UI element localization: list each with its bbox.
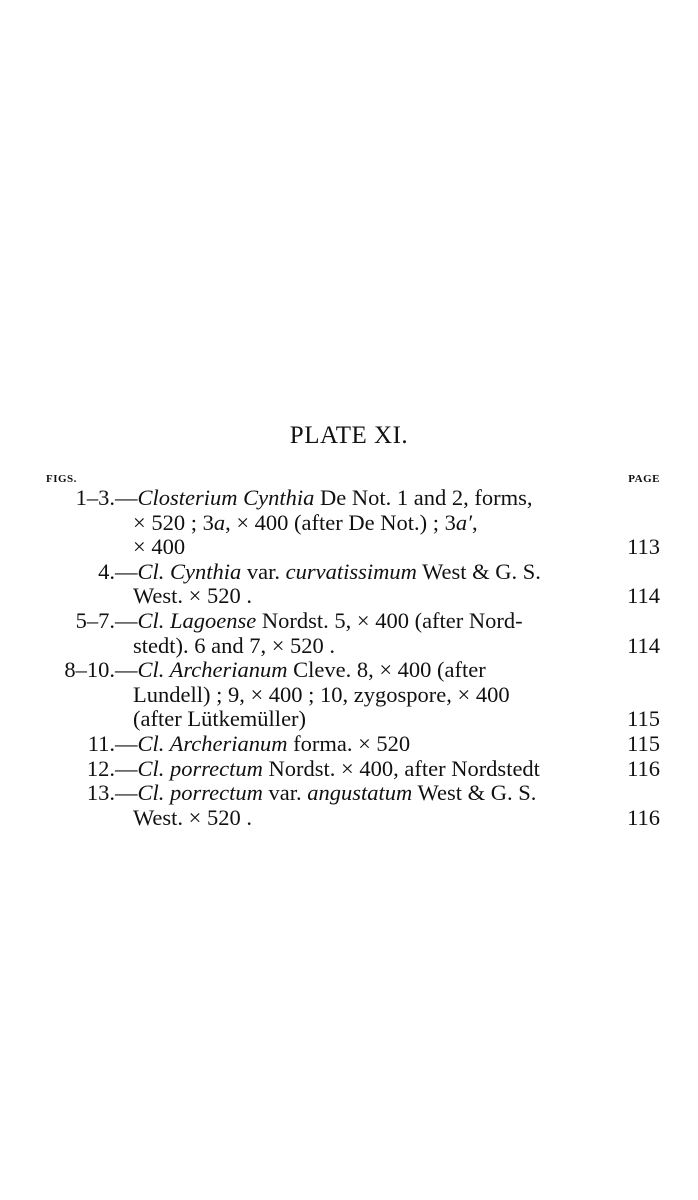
plate-entries-list — [0, 486, 698, 830]
text-segment: Nordst. 5, × 400 (after Nord- — [256, 607, 523, 633]
plate-entry — [0, 486, 698, 560]
page-number: 113 — [627, 534, 660, 560]
text-segment: West & G. S. — [412, 780, 537, 806]
text-segment: stedt). 6 and 7, × 520 . — [133, 632, 336, 658]
entry-description — [133, 707, 306, 732]
text-segment: West. × 520 . — [133, 583, 252, 609]
italic-text: Cl. Cynthia — [137, 558, 242, 584]
entry-description — [115, 658, 486, 683]
entry-line — [0, 535, 698, 560]
figs-column-header: FIGS. — [46, 473, 77, 485]
italic-text: Cl. porrectum — [137, 780, 263, 806]
page-number: 116 — [627, 755, 660, 781]
page-number: 114 — [627, 632, 660, 658]
text-segment: × 520 ; 3 — [133, 509, 214, 535]
entry-description — [115, 560, 541, 585]
italic-text: curvatissimum — [285, 558, 417, 584]
figure-number: 12. — [86, 755, 115, 781]
entry-line — [0, 584, 698, 609]
plate-entry — [0, 609, 698, 658]
page-number: 116 — [627, 804, 660, 830]
italic-text: a — [213, 509, 226, 535]
figure-number: 1–3. — [75, 485, 115, 510]
entry-line — [0, 560, 698, 585]
italic-text: Closterium Cynthia — [137, 485, 315, 510]
text-segment: — — [115, 730, 138, 756]
plate-entry — [0, 757, 698, 782]
figure-number: 5–7. — [75, 607, 115, 633]
entry-description — [133, 634, 335, 659]
entry-description — [115, 732, 410, 757]
entry-description — [115, 486, 532, 511]
text-segment: — — [115, 607, 138, 633]
plate-entry — [0, 658, 698, 732]
entry-line — [0, 511, 698, 536]
figure-number: 4. — [98, 558, 115, 584]
page-number: 115 — [627, 706, 660, 732]
page-number: 115 — [627, 730, 660, 756]
text-segment: Nordst. × 400, after Nordstedt — [262, 755, 540, 781]
text-segment: West. × 520 . — [133, 804, 252, 830]
entry-description — [133, 683, 510, 708]
text-segment: — — [115, 755, 138, 781]
entry-description — [115, 781, 536, 806]
plate-entry — [0, 560, 698, 609]
text-segment: (after Lütkemüller) — [133, 706, 307, 732]
entry-description — [133, 806, 252, 831]
italic-text: Cl. Lagoense — [137, 607, 257, 633]
entry-line — [0, 732, 698, 757]
text-segment: var. — [241, 558, 286, 584]
italic-text: Cl. Archerianum — [137, 730, 288, 756]
entry-line — [0, 806, 698, 831]
entry-description — [115, 757, 540, 782]
plate-title: PLATE XI. — [289, 422, 409, 449]
text-segment: Lundell) ; 9, × 400 ; 10, zygospore, × 400 — [133, 681, 510, 707]
text-segment: , × 400 (after De Not.) ; 3 — [225, 509, 456, 535]
italic-text: a′ — [455, 509, 472, 535]
figure-number: 8–10. — [64, 657, 115, 683]
plate-entry — [0, 781, 698, 830]
entry-description — [133, 584, 252, 609]
italic-text: angustatum — [307, 780, 413, 806]
text-segment: West & G. S. — [416, 558, 541, 584]
entry-line — [0, 707, 698, 732]
figure-number: 13. — [86, 780, 115, 806]
plate-entry — [0, 732, 698, 757]
entry-line — [0, 781, 698, 806]
text-segment: — — [115, 485, 138, 510]
entry-line — [0, 609, 698, 634]
entry-line — [0, 757, 698, 782]
text-segment: var. — [262, 780, 308, 806]
entry-description — [133, 511, 478, 536]
entry-line — [0, 634, 698, 659]
page-number: 114 — [627, 583, 660, 609]
entry-description — [133, 535, 185, 560]
entry-line — [0, 683, 698, 708]
figure-number: 11. — [87, 730, 115, 756]
italic-text: Cl. porrectum — [137, 755, 263, 781]
text-segment: — — [115, 780, 138, 806]
entry-line — [0, 486, 698, 511]
text-segment: , — [472, 509, 478, 535]
text-segment: — — [115, 657, 138, 683]
entry-line — [0, 658, 698, 683]
text-segment: × 400 — [133, 534, 186, 560]
text-segment: De Not. 1 and 2, forms, — [314, 485, 533, 510]
text-segment: — — [115, 558, 138, 584]
page-column-header: PAGE — [628, 473, 660, 485]
text-segment: Cleve. 8, × 400 (after — [287, 657, 486, 683]
text-segment: forma. × 520 — [287, 730, 411, 756]
italic-text: Cl. Archerianum — [137, 657, 288, 683]
entry-description — [115, 609, 523, 634]
